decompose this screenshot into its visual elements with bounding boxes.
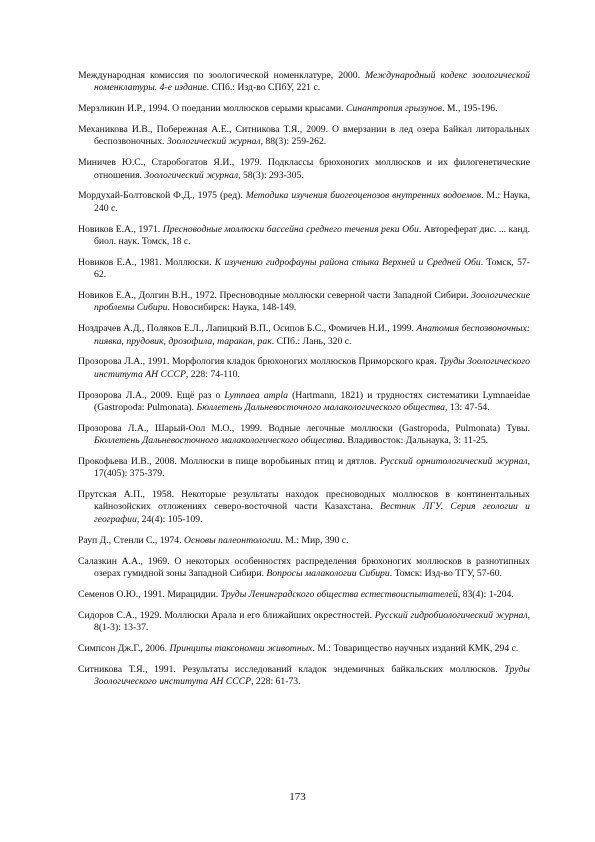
reference-entry: Ситникова Т.Я., 1991. Результаты исследований кладок эндемичных байкальских моллюсков. Труды Зоологического института АН СССР, 228: 61-73. xyxy=(78,663,530,687)
reference-list xyxy=(78,70,530,697)
reference-entry: Новиков Е.А., 1981. Моллюски. К изучению гидрофауны района стыка Верхней и Средней Оби. Томск, 57-62. xyxy=(78,256,530,281)
reference-entry: Новиков Е.А., 1971. Пресноводные моллюски бассейна среднего течения реки Оби. Автореферат дис. ... канд. биол. наук. Томск, 18 с. xyxy=(78,223,530,247)
reference-entry: Миничев Ю.С., Старобогатов Я.И., 1979. Подклассы брюхоногих моллюсков и их филогенетические отношения. Зоологический журнал, 58(3): 293-305. xyxy=(78,157,530,181)
reference-entry: Мерзликин И.Р., 1994. О поедании моллюсков серыми крысами. Синантропия грызунов. М., 195-196. xyxy=(78,103,498,115)
reference-entry: Семенов О.Ю., 1991. Мирацидии. Труды Ленинградского общества естествоиспытателей, 83(4): 1-204. xyxy=(78,588,514,600)
page-number: 173 xyxy=(289,791,306,803)
reference-entry: Прокофьева И.В., 2008. Моллюски в пище воробьиных птиц и дятлов. Русский орнитологический журнал, 17(405): 375-379. xyxy=(78,455,530,480)
reference-entry: Салазкин А.А., 1969. О некоторых особенностях распределения брюхоногих моллюсков в разнотипных озерах гумидной зоны Западной Сибири. Вопросы малакологии Сибири. Томск: Изд-во ТГУ, 57-60. xyxy=(78,555,530,579)
reference-entry: Ноздрачев А.Д., Поляков Е.Л., Лапицкий В.П., Осипов Б.С., Фомичев Н.И., 1999. Анатомия беспозвоночных: пиявка, прудовик, дрозофила, таракан, рак. СПб.: Лань, 320 с. xyxy=(78,323,530,347)
reference-entry: Прутская А.П., 1958. Некоторые результаты находок пресноводных моллюсков в континентальных кайнозойских отложениях северо-восточной части Казахстана. Вестник ЛГУ. Серия геологии и географии, 24(4): 105-109. xyxy=(78,489,530,525)
reference-entry: Прозорова Л.А., 1991. Морфология кладок брюхоногих моллюсков Приморского края. Труды Зоологического института АН СССР, 228: 74-110. xyxy=(78,356,530,380)
reference-entry: Международная комиссия по зоологической номенклатуре, 2000. Международный кодекс зоологической номенклатуры. 4-е издание. СПб.: Изд-во СПбУ, 221 с. xyxy=(78,70,531,94)
reference-entry: Новиков Е.А., Долгин В.Н., 1972. Пресноводные моллюски северной части Западной Сибири. Зоологические проблемы Сибири. Новосибирск: Наука, 148-149. xyxy=(78,290,530,314)
reference-entry: Рауп Д., Стенли С., 1974. Основы палеонтологии. М.: Мир, 390 с. xyxy=(78,534,349,546)
reference-entry: Мордухай-Болтовской Ф.Д., 1975 (ред). Методика изучения биогеоценозов внутренних водоемов. М.: Наука, 240 с. xyxy=(78,190,531,214)
reference-entry: Сидоров С.А., 1929. Моллюски Арала и его ближайших окрестностей. Русский гидробиологический журнал, 8(1-3): 13-37. xyxy=(78,609,530,633)
reference-entry: Прозорова Л.А., Шарый-Оол М.О., 1999. Водные легочные моллюски (Gastropoda, Pulmonata) Тувы. Бюллетень Дальневосточного малакологического общества. Владивосток: Дальнаука, 3: 11-25. xyxy=(78,422,530,447)
reference-entry: Симпсон Дж.Г., 2006. Принципы таксономии животных. М.: Товарищество научных изданий КМК, 294 с. xyxy=(78,642,519,654)
reference-entry: Механикова И.В., Побережная А.Е., Ситникова Т.Я., 2009. О вмерзании в лед озера Байкал литоральных беспозвоночных. Зоологический журнал, 88(3): 259-262. xyxy=(78,124,530,148)
reference-entry: Прозорова Л.А., 2009. Ещё раз о Lymnaea ampla (Hartmann, 1821) и трудностях систематики Lymnaeidae (Gastropoda: Pulmonata). Бюллетень Дальневосточного малакологического общества, 13: 47-54. xyxy=(78,389,530,413)
